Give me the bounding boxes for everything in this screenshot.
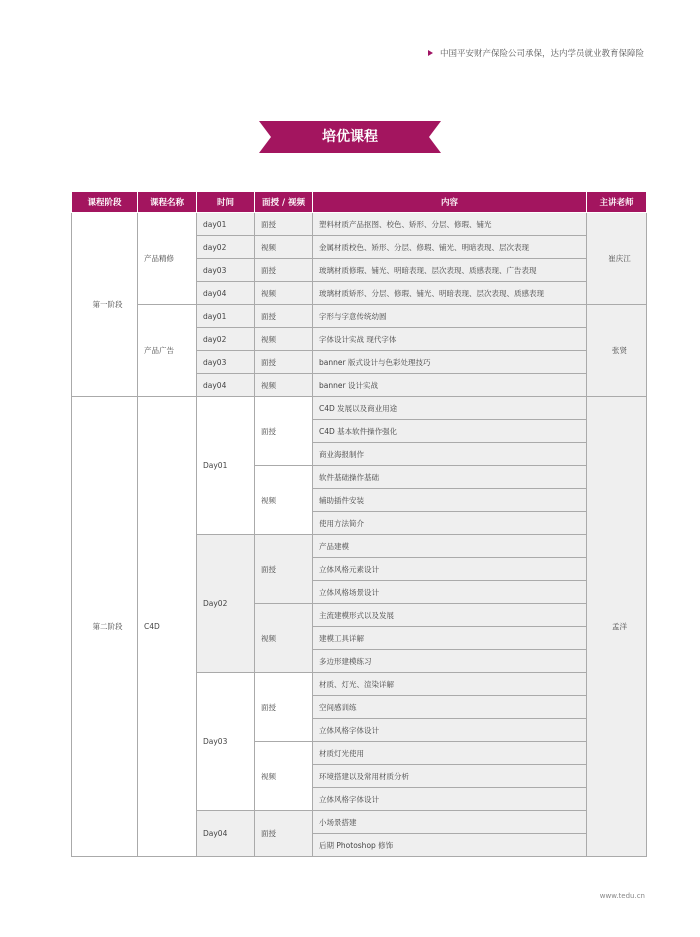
- stage-cell: 第二阶段: [72, 397, 138, 857]
- mode-cell: 面授: [255, 259, 313, 282]
- header-stage: 课程阶段: [72, 192, 138, 213]
- day-cell: day03: [197, 351, 255, 374]
- content-cell: 建模工具详解: [313, 627, 587, 650]
- table-row: [72, 397, 647, 420]
- course-name-cell: C4D: [138, 397, 197, 857]
- mode-cell: 视频: [255, 374, 313, 397]
- content-cell: 后期 Photoshop 修饰: [313, 834, 587, 857]
- day-cell: Day01: [197, 397, 255, 535]
- teacher-cell: 张贤: [587, 305, 647, 397]
- day-cell: day01: [197, 213, 255, 236]
- content-cell: 商业海报制作: [313, 443, 587, 466]
- header-mode: 面授 / 视频: [255, 192, 313, 213]
- header-course-name: 课程名称: [138, 192, 197, 213]
- content-cell: 材质灯光使用: [313, 742, 587, 765]
- mode-cell: 视频: [255, 604, 313, 673]
- mode-cell: 面授: [255, 213, 313, 236]
- mode-cell: 视频: [255, 236, 313, 259]
- triangle-bullet-icon: [428, 50, 433, 56]
- content-cell: 小场景搭建: [313, 811, 587, 834]
- section-banner: [259, 121, 441, 153]
- mode-cell: 视频: [255, 328, 313, 351]
- content-cell: 字体设计实战 现代字体: [313, 328, 587, 351]
- teacher-cell: 孟洋: [587, 397, 647, 857]
- mode-cell: 面授: [255, 397, 313, 466]
- stage-cell: 第一阶段: [72, 213, 138, 397]
- content-cell: banner 设计实战: [313, 374, 587, 397]
- day-cell: Day04: [197, 811, 255, 857]
- mode-cell: 视频: [255, 282, 313, 305]
- content-cell: 多边形建模练习: [313, 650, 587, 673]
- mode-cell: 面授: [255, 811, 313, 857]
- content-cell: 玻璃材质矫形、分层、修瑕、铺光、明暗表现、层次表现、质感表现: [313, 282, 587, 305]
- content-cell: banner 版式设计与色彩处理技巧: [313, 351, 587, 374]
- content-cell: C4D 发展以及商业用途: [313, 397, 587, 420]
- header-note: [428, 47, 644, 59]
- content-cell: 立体风格字体设计: [313, 788, 587, 811]
- content-cell: 字形与字意传统幼圆: [313, 305, 587, 328]
- mode-cell: 视频: [255, 742, 313, 811]
- content-cell: 立体风格字体设计: [313, 719, 587, 742]
- mode-cell: 面授: [255, 535, 313, 604]
- table-header-row: [72, 192, 647, 213]
- mode-cell: 面授: [255, 673, 313, 742]
- mode-cell: 面授: [255, 305, 313, 328]
- content-cell: 使用方法简介: [313, 512, 587, 535]
- content-cell: 金属材质校色、矫形、分层、修瑕、铺光、明暗表现、层次表现: [313, 236, 587, 259]
- content-cell: 立体风格元素设计: [313, 558, 587, 581]
- content-cell: 软件基础操作基础: [313, 466, 587, 489]
- content-cell: 环境搭建以及常用材质分析: [313, 765, 587, 788]
- content-cell: 立体风格场景设计: [313, 581, 587, 604]
- footer-url: www.tedu.cn: [599, 892, 645, 900]
- header-content: 内容: [313, 192, 587, 213]
- content-cell: 塑料材质产品抠图、校色、矫形、分层、修瑕、铺光: [313, 213, 587, 236]
- content-cell: 空间感训练: [313, 696, 587, 719]
- section-title: 培优课程: [322, 129, 378, 145]
- day-cell: Day02: [197, 535, 255, 673]
- day-cell: day01: [197, 305, 255, 328]
- content-cell: 主流建模形式以及发展: [313, 604, 587, 627]
- day-cell: Day03: [197, 673, 255, 811]
- content-cell: 辅助插件安装: [313, 489, 587, 512]
- day-cell: day02: [197, 328, 255, 351]
- header-note-text: 中国平安财产保险公司承保，达内学员就业教育保障险: [439, 49, 644, 59]
- table-row: [72, 305, 647, 328]
- course-name-cell: 产品精修: [138, 213, 197, 305]
- day-cell: day02: [197, 236, 255, 259]
- header-time: 时间: [197, 192, 255, 213]
- day-cell: day04: [197, 374, 255, 397]
- course-name-cell: 产品广告: [138, 305, 197, 397]
- content-cell: C4D 基本软件操作强化: [313, 420, 587, 443]
- content-cell: 玻璃材质修瑕、铺光、明暗表现、层次表现、质感表现、广告表现: [313, 259, 587, 282]
- course-table: [71, 191, 647, 857]
- mode-cell: 视频: [255, 466, 313, 535]
- mode-cell: 面授: [255, 351, 313, 374]
- header-teacher: 主讲老师: [587, 192, 647, 213]
- content-cell: 产品建模: [313, 535, 587, 558]
- content-cell: 材质、灯光、渲染详解: [313, 673, 587, 696]
- day-cell: day03: [197, 259, 255, 282]
- teacher-cell: 崔庆江: [587, 213, 647, 305]
- day-cell: day04: [197, 282, 255, 305]
- table-row: [72, 213, 647, 236]
